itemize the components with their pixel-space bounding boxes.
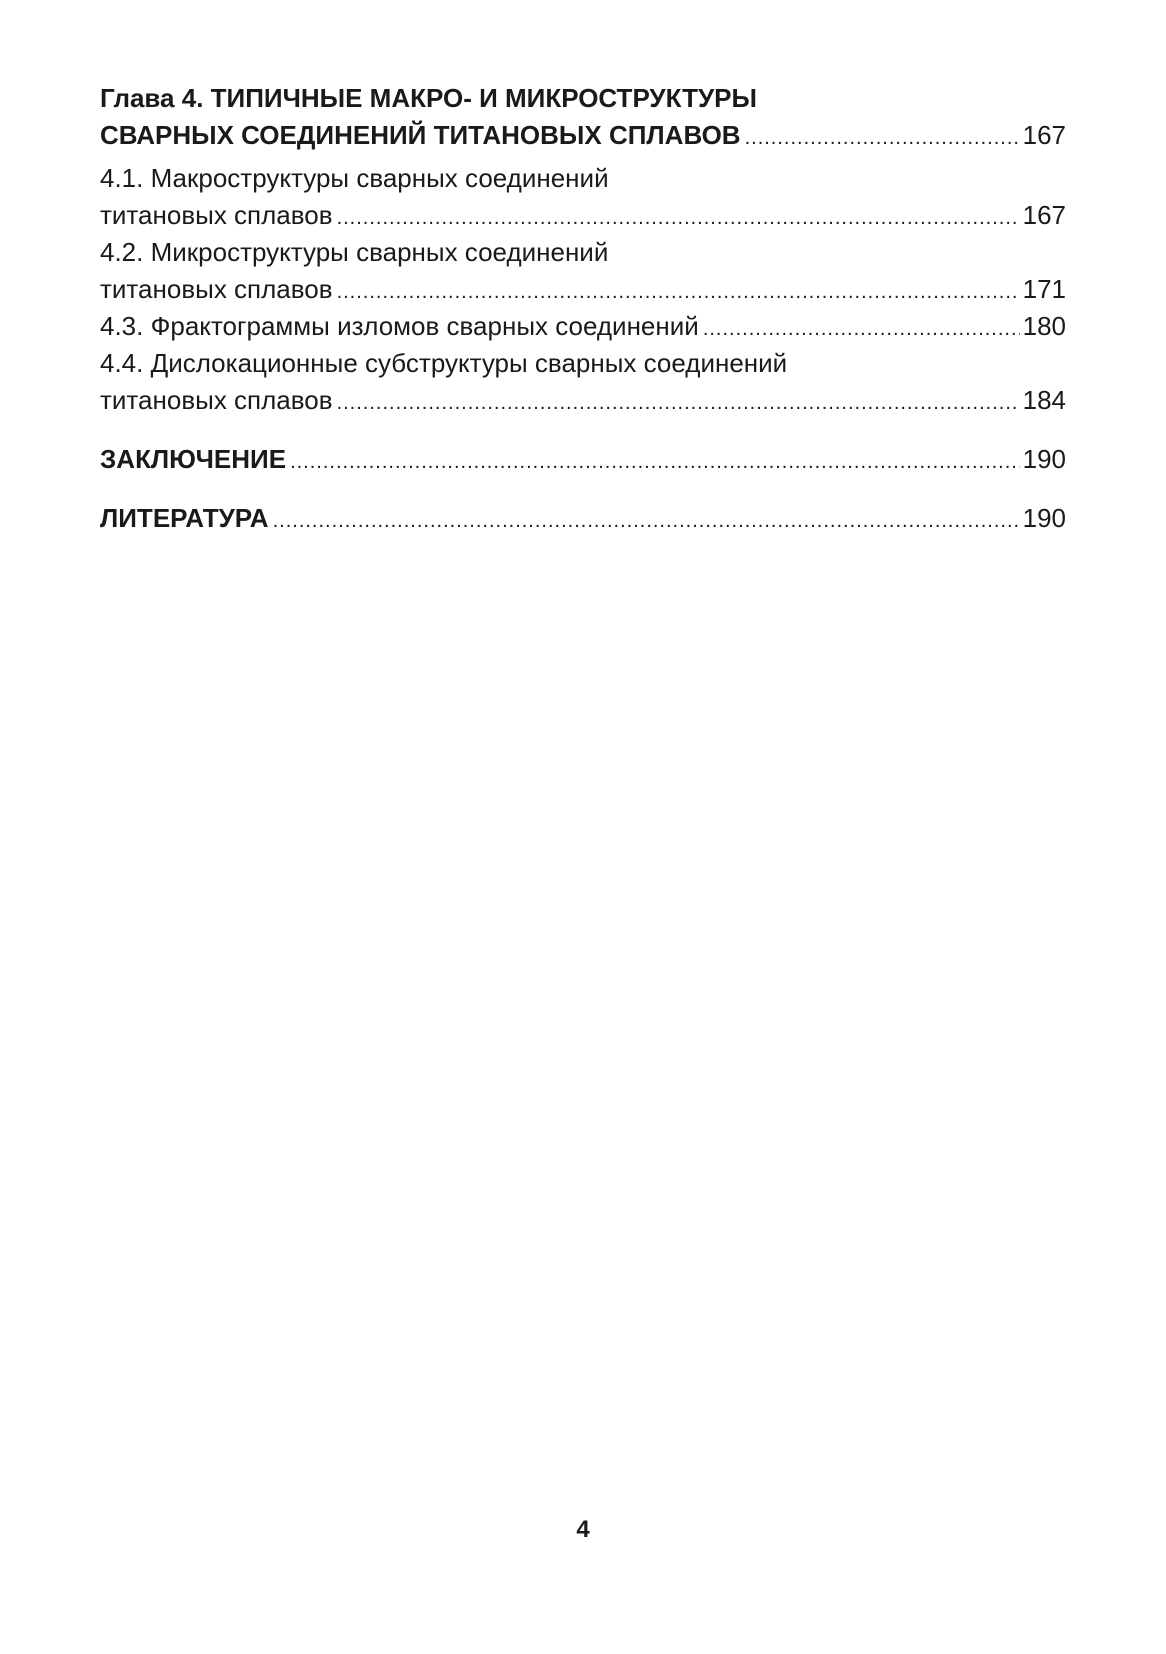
chapter-4-title-line2: СВАРНЫХ СОЕДИНЕНИЙ ТИТАНОВЫХ СПЛАВОВ [100,120,741,150]
literature-entry[interactable] [100,500,1066,537]
dot-leader [337,274,1020,311]
conclusion-label: ЗАКЛЮЧЕНИЕ [100,444,287,474]
dot-leader [337,200,1020,237]
section-4-3-line1: 4.3. Фрактограммы изломов сварных соединений [100,311,699,341]
section-4-1-line2: титановых сплавов [100,200,333,230]
conclusion-entry[interactable] [100,441,1066,478]
literature-label: ЛИТЕРАТУРА [100,503,269,533]
section-4-3-entry[interactable] [100,308,1066,345]
section-4-4-line2: титановых сплавов [100,385,333,415]
chapter-4-title-line1: ТИПИЧНЫЕ МАКРО- И МИКРОСТРУКТУРЫ [203,83,757,113]
dot-leader [273,503,1020,540]
chapter-4-entry[interactable] [100,117,1066,154]
section-4-2-entry[interactable] [100,271,1066,308]
dot-leader [337,385,1020,422]
dot-leader [745,120,1020,157]
literature-page: 190 [1022,503,1066,533]
page-number: 4 [576,1516,590,1543]
section-4-1-entry[interactable] [100,197,1066,234]
chapter-4-heading [100,80,1066,117]
dot-leader [290,444,1020,481]
dot-leader [703,311,1020,348]
table-of-contents [100,80,1066,537]
section-4-1-page: 167 [1022,200,1066,230]
section-4-2-page: 171 [1022,274,1066,304]
section-4-2-line2: титановых сплавов [100,274,333,304]
section-4-3-page: 180 [1022,311,1066,341]
chapter-4-page: 167 [1022,120,1066,150]
chapter-4-prefix: Глава 4. [100,83,204,113]
section-4-4-entry[interactable] [100,382,1066,419]
section-4-4-page: 184 [1022,385,1066,415]
section-4-4-line1: 4.4. Дислокационные субструктуры сварных соединений [100,348,788,378]
section-4-1-line1: 4.1. Макроструктуры сварных соединений [100,163,609,193]
section-4-2-line1: 4.2. Микроструктуры сварных соединений [100,237,609,267]
conclusion-page: 190 [1022,444,1066,474]
